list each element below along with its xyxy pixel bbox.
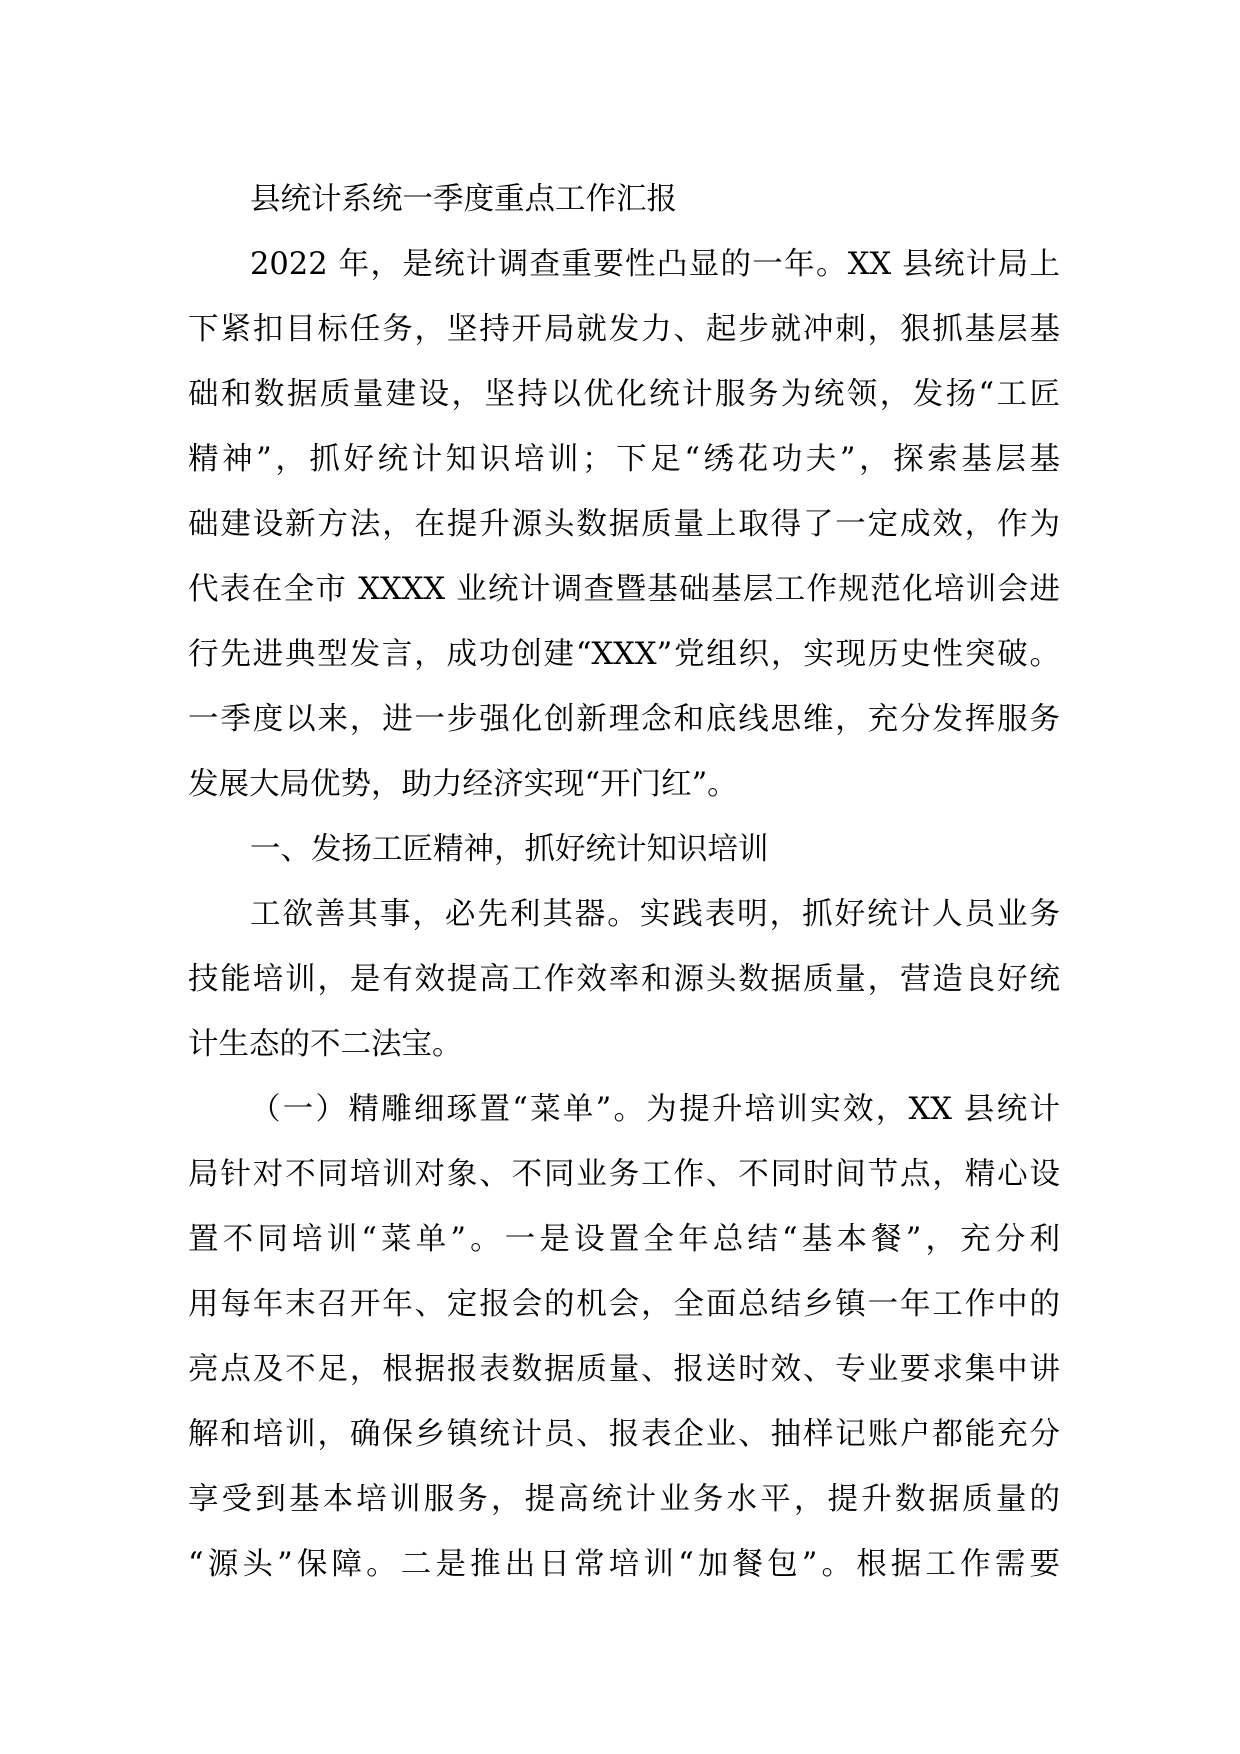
paragraph-line: 础和数据质量建设，坚持以优化统计服务为统领，发扬“工匠 — [188, 377, 1060, 412]
paragraph-line: 计生态的不二法宝。 — [188, 1027, 463, 1062]
paragraph-line: （一）精雕细琢置“菜单”。为提升培训实效，XX 县统计 — [250, 1092, 1060, 1127]
paragraph-section-intro — [188, 882, 1060, 1077]
paragraph-line: 置不同培训“菜单”。一是设置全年总结“基本餐”，充分利 — [188, 1222, 1060, 1257]
paragraph-line: 解和培训，确保乡镇统计员、报表企业、抽样记账户都能充分 — [188, 1417, 1060, 1452]
paragraph-line: 行先进典型发言，成功创建“XXX”党组织，实现历史性突破。 — [188, 637, 1060, 672]
paragraph-line: 享受到基本培训服务，提高统计业务水平，提升数据质量的 — [188, 1482, 1060, 1517]
paragraph-line: 础建设新方法，在提升源头数据质量上取得了一定成效，作为 — [188, 507, 1060, 542]
paragraph-line: 亮点及不足，根据报表数据质量、报送时效、专业要求集中讲 — [188, 1352, 1060, 1387]
paragraph-line: 2022 年，是统计调查重要性凸显的一年。XX 县统计局上 — [250, 247, 1060, 282]
paragraph-subsection-1 — [188, 1077, 1060, 1597]
paragraph-line: 代表在全市 XXXX 业统计调查暨基础基层工作规范化培训会进 — [188, 572, 1060, 607]
paragraph-line: 一季度以来，进一步强化创新理念和底线思维，充分发挥服务 — [188, 702, 1060, 737]
paragraph-line: 工欲善其事，必先利其器。实践表明，抓好统计人员业务 — [250, 897, 1060, 932]
section-heading: 一、发扬工匠精神，抓好统计知识培训 — [250, 832, 769, 867]
paragraph-line: 精神”，抓好统计知识培训；下足“绣花功夫”，探索基层基 — [188, 442, 1060, 477]
paragraph-line: 发展大局优势，助力经济实现“开门红”。 — [188, 767, 738, 802]
document-title: 县统计系统一季度重点工作汇报 — [250, 182, 677, 217]
paragraph-line: 技能培训，是有效提高工作效率和源头数据质量，营造良好统 — [188, 962, 1060, 997]
paragraph-line: 局针对不同培训对象、不同业务工作、不同时间节点，精心设 — [188, 1157, 1060, 1192]
paragraph-line: 用每年末召开年、定报会的机会，全面总结乡镇一年工作中的 — [188, 1287, 1060, 1322]
document-body — [188, 167, 1060, 1597]
paragraph-line: 下紧扣目标任务，坚持开局就发力、起步就冲刺，狠抓基层基 — [188, 312, 1060, 347]
paragraph-line: “源头”保障。二是推出日常培训“加餐包”。根据工作需要 — [188, 1547, 1060, 1582]
paragraph-intro — [188, 232, 1060, 817]
